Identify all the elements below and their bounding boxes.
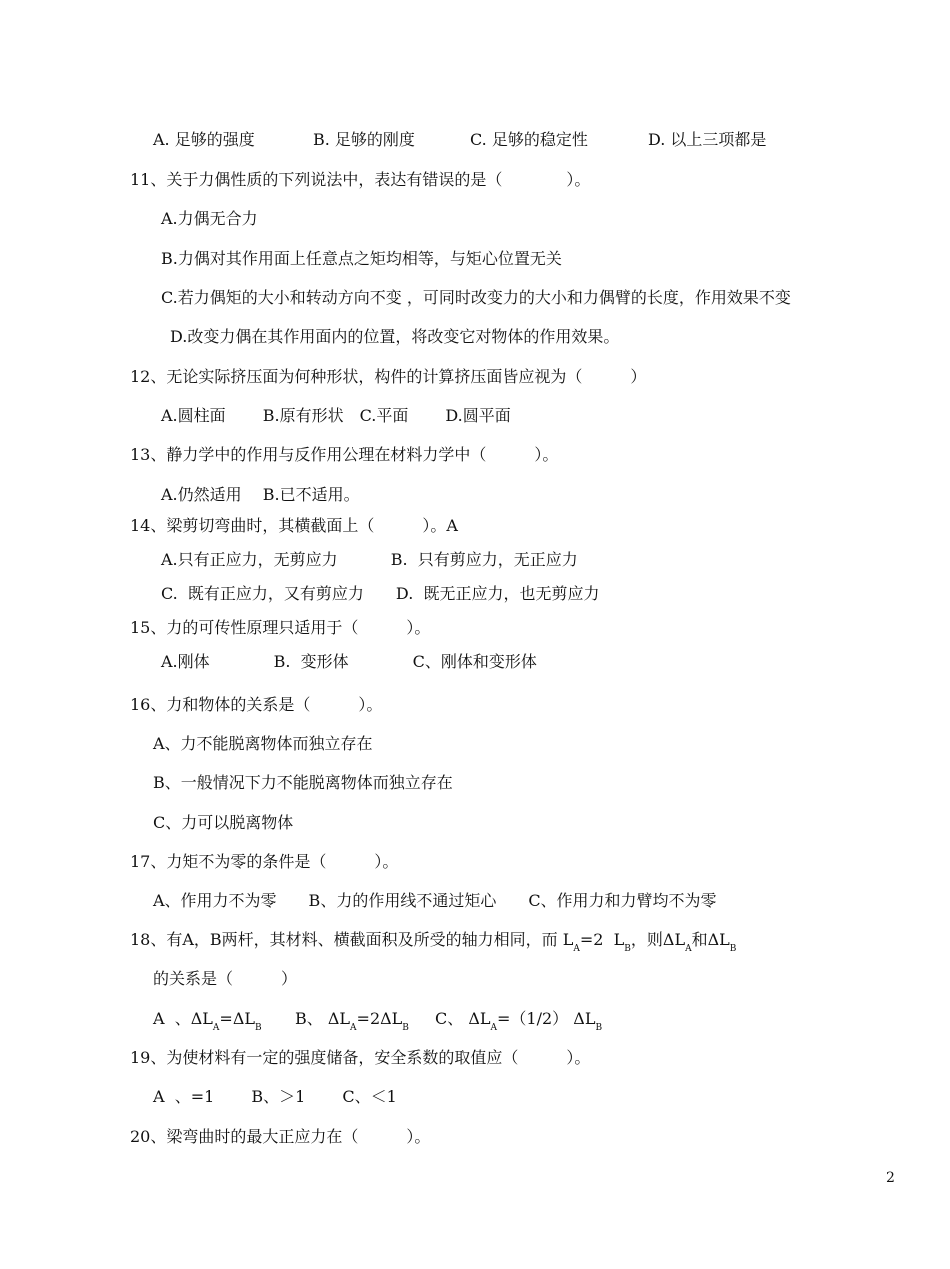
q12-stem: 12、无论实际挤压面为何种形状，构件的计算挤压面皆应视为（ ）: [130, 367, 647, 386]
q17-stem: 17、力矩不为零的条件是（ ）。: [130, 852, 399, 871]
q10-option-c: C. 足够的稳定性: [470, 130, 588, 149]
q10-option-b: B. 足够的刚度: [313, 130, 415, 149]
subscript-b: B: [729, 944, 737, 954]
q11-stem: 11、关于力偶性质的下列说法中，表达有错误的是（ ）。: [130, 170, 591, 189]
q15-options: A.刚体 B. 变形体 C、刚体和变形体: [161, 652, 537, 671]
q18-option-c: C、 $\Delta L_A=(1/2)$ $\Delta L_B$: [435, 1009, 603, 1033]
q14-options-ab: A.只有正应力，无剪应力 B. 只有剪应力，无正应力: [161, 550, 578, 569]
q18-option-a: A 、$\Delta L_A=\Delta L_B$: [153, 1009, 262, 1033]
subscript-a: A: [685, 944, 692, 954]
q11-option-c: C.若力偶矩的大小和转动方向不变 ，可同时改变力的大小和力偶臂的长度，作用效果不变: [161, 288, 791, 307]
subscript-b: B: [624, 944, 631, 954]
page-number: 2: [886, 1170, 895, 1186]
subscript-a: A: [573, 944, 580, 954]
q18-stem: 18、有A，B两杆，其材料、横截面积及所受的轴力相同，而 $L_A=2$ $L_B$，则$\Delta L_A$和$\Delta L_B$: [130, 930, 737, 954]
q15-stem: 15、力的可传性原理只适用于（ ）。: [130, 618, 431, 637]
q14-options-cd: C. 既有正应力，又有剪应力 D. 既无正应力，也无剪应力: [161, 584, 600, 603]
q19-options: A 、=1 B、＞1 C、＜1: [153, 1087, 397, 1106]
q10-option-d: D. 以上三项都是: [648, 130, 767, 149]
q16-option-a: A、力不能脱离物体而独立存在: [153, 734, 373, 753]
q16-stem: 16、力和物体的关系是（ ）。: [130, 695, 383, 714]
q10-option-a: A. 足够的强度: [153, 130, 255, 149]
q18-option-b: B、 $\Delta L_A=2\Delta L_B$: [295, 1009, 409, 1033]
q11-option-b: B.力偶对其作用面上任意点之矩均相等，与矩心位置无关: [161, 249, 562, 268]
q14-stem: 14、梁剪切弯曲时，其横截面上（ ）。A: [130, 516, 458, 535]
q17-options: A、作用力不为零 B、力的作用线不通过矩心 C、作用力和力臂均不为零: [153, 891, 717, 910]
q11-option-d: D.改变力偶在其作用面内的位置，将改变它对物体的作用效果。: [170, 327, 620, 346]
q20-stem: 20、梁弯曲时的最大正应力在（ ）。: [130, 1127, 431, 1146]
q18-stem-line2: 的关系是（ ）: [153, 969, 298, 988]
q11-option-a: A.力偶无合力: [161, 209, 258, 228]
q13-options: A.仍然适用 B.已不适用。: [161, 485, 360, 504]
q16-option-b: B、一般情况下力不能脱离物体而独立存在: [153, 773, 453, 792]
q16-option-c: C、力可以脱离物体: [153, 813, 294, 832]
q13-stem: 13、静力学中的作用与反作用公理在材料力学中（ ）。: [130, 445, 559, 464]
q12-options: A.圆柱面 B.原有形状 C.平面 D.圆平面: [161, 406, 511, 425]
q19-stem: 19、为使材料有一定的强度储备，安全系数的取值应（ ）。: [130, 1048, 591, 1067]
